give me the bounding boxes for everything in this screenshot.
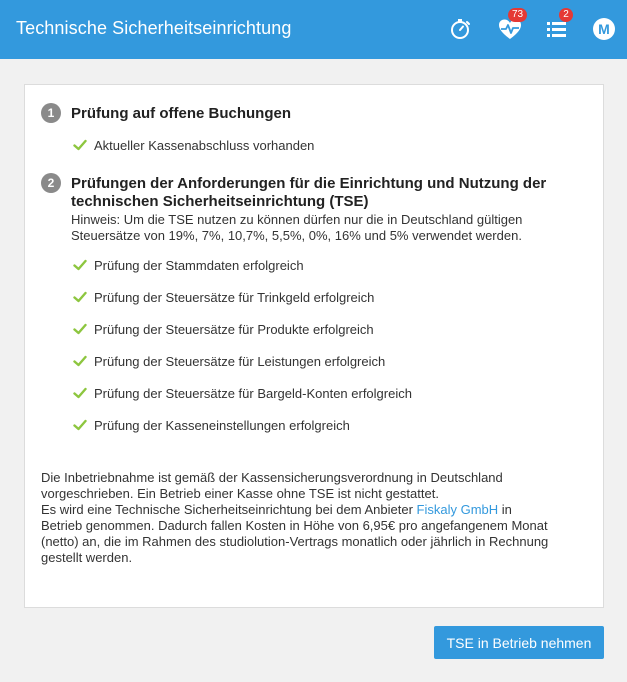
info-line: vorgeschrieben. Ein Betrieb einer Kasse ohne TSE ist nicht gestattet. [41,486,439,501]
check-icon [73,259,87,271]
check-icon [73,387,87,399]
check-label: Prüfung der Steuersätze für Bargeld-Konten erfolgreich [94,386,412,401]
heart-pulse-icon[interactable] [497,9,524,42]
header-bar [0,0,627,59]
info-line [41,502,593,518]
fiskaly-link[interactable]: Fiskaly GmbH [416,502,499,517]
stopwatch-icon[interactable] [447,16,473,42]
step-title: Prüfung auf offene Buchungen [71,105,291,122]
list-icon[interactable] [544,9,570,42]
check-label: Aktueller Kassenabschluss vorhanden [94,138,315,153]
info-line: Betrieb genommen. Dadurch fallen Kosten in Höhe von 6,95€ pro angefangenem Monat [41,518,548,533]
check-icon [73,139,87,151]
check-item [73,418,350,434]
info-text-span: in [498,502,512,517]
check-label: Prüfung der Steuersätze für Trinkgeld erfolgreich [94,290,375,305]
check-item [73,258,304,274]
check-label: Prüfung der Stammdaten erfolgreich [94,258,304,273]
step-title-line2: technischen Sicherheitseinrichtung (TSE) [71,193,369,210]
check-item [73,138,314,154]
task-badge: 2 [559,8,573,22]
tse-check-panel [24,84,604,608]
step-number: 2 [41,173,61,193]
check-icon [73,291,87,303]
check-item [73,386,412,402]
info-line: gestellt werden. [41,550,133,565]
check-label: Prüfung der Steuersätze für Produkte erfolgreich [94,322,374,337]
step-number: 1 [41,103,61,123]
check-item [73,322,374,338]
info-text-span: Es wird eine Technische Sicherheitseinrichtung bei dem Anbieter [41,502,417,517]
hint-text [71,212,571,244]
check-label: Prüfung der Kasseneinstellungen erfolgreich [94,418,350,433]
step-title-line1: Prüfungen der Anforderungen für die Einrichtung und Nutzung der [71,175,547,192]
page-title: Technische Sicherheitseinrichtung [16,18,292,38]
check-icon [73,419,87,431]
hint-line: Hinweis: Um die TSE nutzen zu können dürfen nur die in Deutschland gültigen [71,212,523,227]
hint-line: Steuersätze von 19%, 7%, 10,7%, 5,5%, 0%, 16% und 5% verwendet werden. [71,228,522,243]
user-avatar[interactable]: M [593,18,615,40]
info-line: Die Inbetriebnahme ist gemäß der Kassensicherungsverordnung in Deutschland [41,470,503,485]
check-item [73,354,385,370]
info-text [41,470,593,566]
check-icon [73,323,87,335]
info-line: (netto) an, die im Rahmen des studiolution-Vertrags monatlich oder jährlich in Rechnung [41,534,549,549]
activate-tse-button[interactable]: TSE in Betrieb nehmen [434,626,604,659]
check-label: Prüfung der Steuersätze für Leistungen erfolgreich [94,354,386,369]
notification-badge: 73 [508,8,527,22]
check-icon [73,355,87,367]
check-item [73,290,374,306]
